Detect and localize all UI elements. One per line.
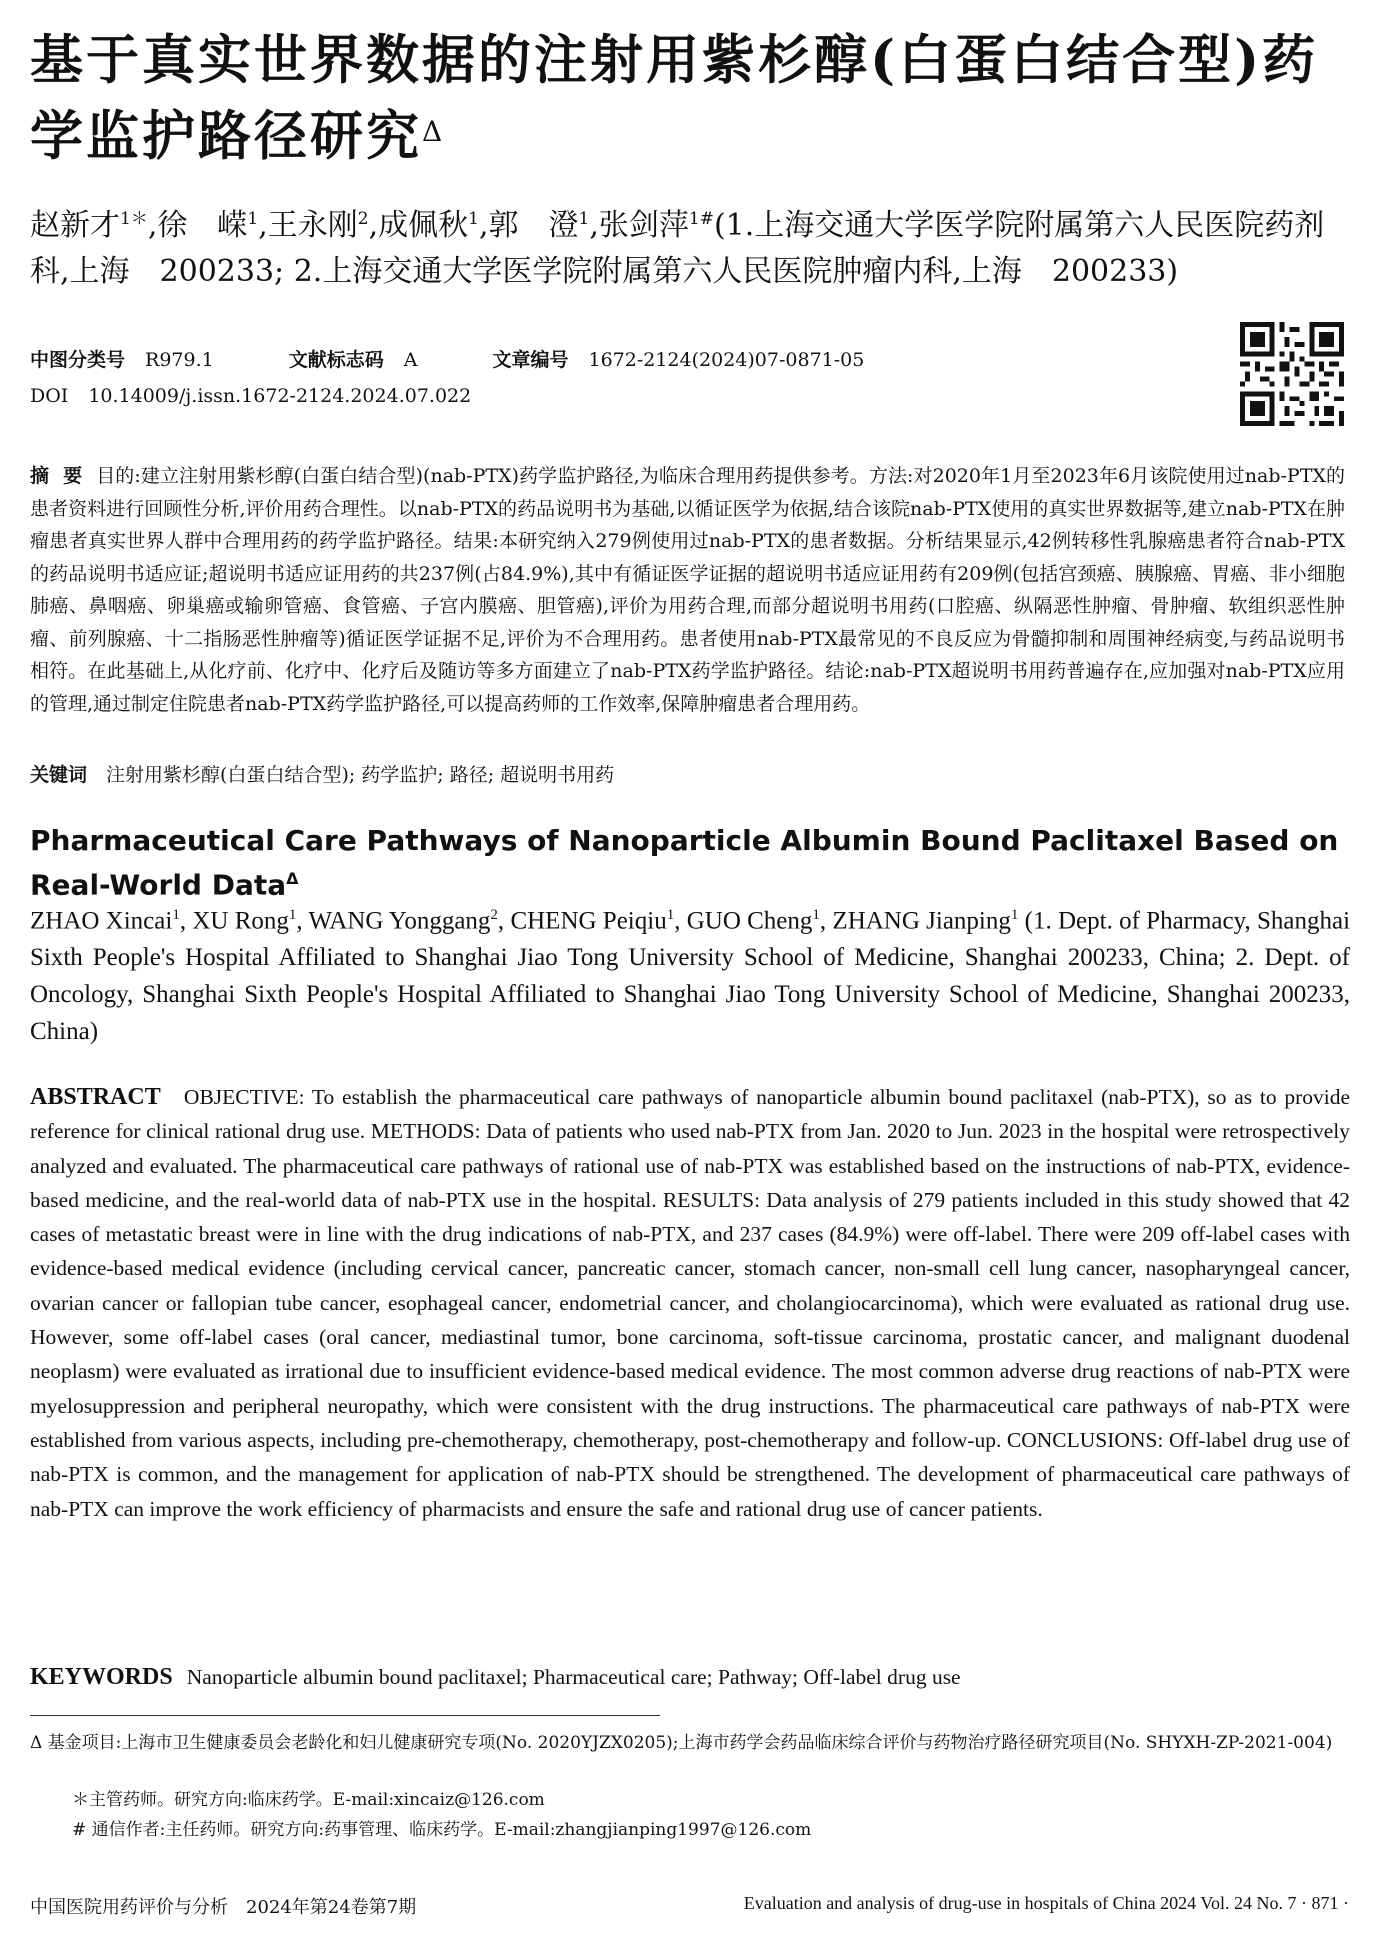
- english-abstract-label: ABSTRACT: [30, 1084, 161, 1110]
- chinese-abstract-text: 目的:建立注射用紫杉醇(白蛋白结合型)(nab-PTX)药学监护路径,为临床合理用药提供参考。方法:对2020年1月至2023年6月该院使用过nab-PTX的患者资料进行回顾性分析,评价用药合理性。以nab-PTX的药品说明书为基础,以循证医学为依据,结合该院nab-PTX使用的真实世界数据等,建立nab-PTX在肿瘤患者真实世界人群中合理用药的药学监护路径。结果:本研究纳入279例使用过nab-PTX的患者数据。分析结果显示,42例转移性乳腺癌患者符合nab-PTX的药品说明书适应证;超说明书适应证用药的共237例(占84.9%),其中有循证医学证据的超说明书适应证用药有209例(包括宫颈癌、胰腺癌、胃癌、非小细胞肺癌、鼻咽癌、卵巢癌或输卵管癌、食管癌、子宫内膜癌、胆管癌),评价为用药合理,而部分超说明书用药(口腔癌、纵隔恶性肿瘤、骨肿瘤、软组织恶性肿瘤、前列腺癌、十二指肠恶性肿瘤等)循证医学证据不足,评价为不合理用药。患者使用nab-PTX最常见的不良反应为骨髓抑制和周围神经病变,与药品说明书相符。在此基础上,从化疗前、化疗中、化疗后及随访等多方面建立了nab-PTX药学监护路径。结论:nab-PTX超说明书用药普遍存在,应加强对nab-PTX应用的管理,通过制定住院患者nab-PTX药学监护路径,可以提高药师的工作效率,保障肿瘤患者合理用药。: [30, 465, 1345, 715]
- chinese-keywords-label: 关键词: [30, 764, 88, 786]
- english-keywords: [30, 1660, 1350, 1694]
- english-affiliation: (1. Dept. of Pharmacy, Shanghai Sixth People's Hospital Affiliated to Shanghai Jiao Tong University School of Medicine, Shanghai 200233, China; 2. Dept. of Oncology, Shanghai Sixth People's Hospital Affiliated to Shanghai Jiao Tong University School of Medicine, Shanghai 200233, China): [30, 907, 1351, 1046]
- footnote-first-author: ＊主管药师。研究方向:临床药学。E-mail:xincaiz@126.com: [72, 1790, 545, 1810]
- chinese-abstract-label: 摘要: [30, 465, 97, 487]
- title-fund-mark: Δ: [422, 115, 446, 148]
- chinese-keywords: [30, 760, 1345, 790]
- qr-code-icon[interactable]: [1240, 322, 1344, 426]
- english-abstract: [30, 1080, 1350, 1526]
- english-title-fund-mark: Δ: [286, 869, 299, 888]
- page-footer-journal-cn: 中国医院用药评价与分析 2024年第24卷第7期: [30, 1897, 417, 1918]
- english-keywords-text: Nanoparticle albumin bound paclitaxel; Pharmaceutical care; Pathway; Off-label drug use: [186, 1665, 961, 1689]
- chinese-affiliation: (1.上海交通大学医学院附属第六人民医院药剂科,上海 200233; 2.上海交通大学医学院附属第六人民医院肿瘤内科,上海 200233): [30, 208, 1325, 289]
- footnote-fund: Δ 基金项目:上海市卫生健康委员会老龄化和妇儿健康研究专项(No. 2020YJZX0205);上海市药学会药品临床综合评价与药物治疗路径研究项目(No. SHYXH-ZP-2021-004): [30, 1733, 1333, 1753]
- page-footer-journal-en: Evaluation and analysis of drug-use in hospitals of China 2024 Vol. 24 No. 7 · 871 ·: [743, 1893, 1349, 1913]
- chinese-abstract: [30, 460, 1345, 720]
- footnote-divider: [30, 1715, 660, 1716]
- english-keywords-label: KEYWORDS: [30, 1664, 173, 1690]
- chinese-authors: 赵新才$^{1*}$,徐 嵘$^1$,王永刚$^2$,成佩秋$^1$,郭 澄$^1$,张剑萍$^{1\#}$(1.上海交通大学医学院附属第六人民医院药剂科,上海 200233; 2.上海交通大学医学院附属第六人民医院肿瘤内科,上海 200233): [30, 208, 1325, 289]
- chinese-keywords-text: 注射用紫杉醇(白蛋白结合型); 药学监护; 路径; 超说明书用药: [106, 764, 615, 786]
- footnote-corresponding-author: # 通信作者:主任药师。研究方向:药事管理、临床药学。E-mail:zhangjianping1997@126.com: [72, 1820, 812, 1840]
- english-abstract-text: OBJECTIVE: To establish the pharmaceutical care pathways of nanoparticle albumin bound paclitaxel (nab-PTX), so as to provide reference for clinical rational drug use. METHODS: Data of patients who used nab-PTX from Jan. 2020 to Jun. 2023 in the hospital were retrospectively analyzed and evaluated. The pharmaceutical care pathways of rational use of nab-PTX was established based on the instructions of nab-PTX, evidence-based medicine, and the real-world data of nab-PTX use in the hospital. RESULTS: Data analysis of 279 patients included in this study showed that 42 cases of metastatic breast were in line with the drug indications of nab-PTX, and 237 cases (84.9%) were off-label. There were 209 off-label cases with evidence-based medical evidence (including cervical cancer, pancreatic cancer, stomach cancer, non-small cell lung cancer, nasopharyngeal cancer, ovarian cancer or fallopian tube cancer, esophageal cancer, endometrial cancer, and cholangiocarcinoma), which were evaluated as rational drug use. However, some off-label cases (oral cancer, mediastinal tumor, bone carcinoma, soft-tissue carcinoma, prostatic cancer, and malignant duodenal neoplasm) were evaluated as irrational due to insufficient evidence-based medical evidence. The most common adverse drug reactions of nab-PTX were myelosuppression and peripheral neuropathy, which were consistent with the drug instructions. The pharmaceutical care pathways of nab-PTX were established from various aspects, including pre-chemotherapy, chemotherapy, post-chemotherapy and follow-up. CONCLUSIONS: Off-label drug use of nab-PTX is common, and the management for application of nab-PTX should be strengthened. The development of pharmaceutical care pathways of nab-PTX can improve the work efficiency of pharmacists and ensure the safe and rational drug use of cancer patients.: [30, 1085, 1351, 1521]
- article-meta-line: 中图分类号 R979.1 文献标志码 A 文章编号 1672-2124(2024)07-0871-05: [30, 349, 865, 371]
- doi-line: DOI 10.14009/j.issn.1672-2124.2024.07.022: [30, 385, 472, 407]
- english-title: Pharmaceutical Care Pathways of Nanoparticle Albumin Bound Paclitaxel Based on Real-World Data$^\Delta$: [30, 824, 1339, 902]
- chinese-title: 基于真实世界数据的注射用紫杉醇(白蛋白结合型)药学监护路径研究$^\Delta$: [30, 29, 1319, 167]
- english-authors: ZHAO Xincai$^1$, XU Rong$^1$, WANG Yonggang$^2$, CHENG Peiqiu$^1$, GUO Cheng$^1$, ZHANG Jianping$^1$ (1. Dept. of Pharmacy, Shanghai Sixth People's Hospital Affiliated to Shanghai Jiao Tong University School of Medicine, Shanghai 200233, China; 2. Dept. of Oncology, Shanghai Sixth People's Hospital Affiliated to Shanghai Jiao Tong University School of Medicine, Shanghai 200233, China): [30, 907, 1351, 1046]
